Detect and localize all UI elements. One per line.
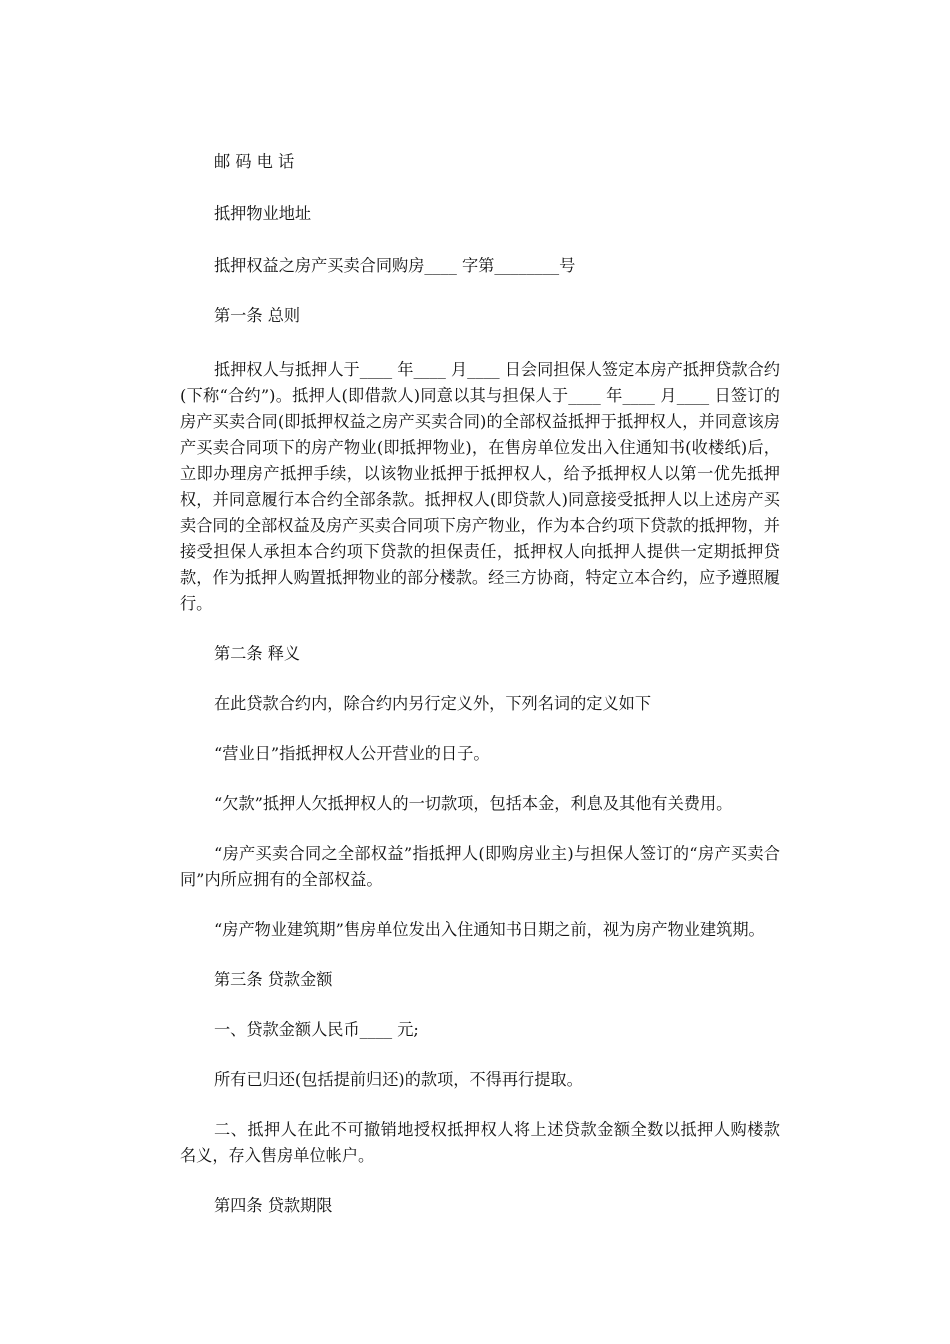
article-1-body: 抵押权人与抵押人于____ 年____ 月____ 日会同担保人签定本房产抵押贷款合约(下称“合约”)。抵押人(即借款人)同意以其与担保人于____ 年____ 月____ 日签订的房产买卖合同(即抵押权益之房产买卖合同)的全部权益抵押于抵押权人，并同意该房产买卖合同项下的房产物业(即抵押物业)，在售房单位发出入住通知书(收楼纸)后，立即办理房产抵押手续，以该物业抵押于抵押权人，给予抵押权人以第一优先抵押权，并同意履行本合约全部条款。抵押权人(即贷款人)同意接受抵押人以上述房产买卖合同的全部权益及房产买卖合同项下房产物业，作为本合约项下贷款的抵押物，并接受担保人承担本合约项下贷款的担保责任，抵押权人向抵押人提供一定期抵押贷款，作为抵押人购置抵押物业的部分楼款。经三方协商，特定立本合约，应予遵照履行。 (180, 360, 780, 613)
article-3-clause-1: 一、贷款金额人民币____ 元; (214, 1020, 419, 1039)
definition-contract-rights: “房产买卖合同之全部权益”指抵押人(即购房业主)与担保人签订的“房产买卖合同”内所应拥有的全部权益。 (180, 844, 780, 889)
article-3-heading: 第三条 贷款金额 (214, 970, 333, 989)
document-page (180, 138, 780, 1219)
article-2-heading: 第二条 释义 (214, 644, 301, 663)
mortgaged-property-address: 抵押物业地址 (214, 204, 312, 223)
definition-debt: “欠款”抵押人欠抵押权人的一切款项，包括本金，利息及其他有关费用。 (214, 794, 733, 813)
article-3-clause-2: 二、抵押人在此不可撤销地授权抵押权人将上述贷款金额全数以抵押人购楼款名义，存入售房单位帐户。 (180, 1120, 780, 1165)
article-3-no-redraw: 所有已归还(包括提前归还)的款项，不得再行提取。 (214, 1070, 583, 1089)
article-1-heading: 第一条 总则 (214, 306, 301, 325)
definition-business-day: “营业日”指抵押权人公开营业的日子。 (214, 744, 490, 763)
article-2-intro: 在此贷款合约内，除合约内另行定义外，下列名词的定义如下 (214, 694, 652, 713)
article-4-heading: 第四条 贷款期限 (214, 1196, 333, 1215)
purchase-contract-number: 抵押权益之房产买卖合同购房____ 字第________号 (214, 256, 576, 275)
postcode-phone-line: 邮 码 电 话 (214, 152, 295, 171)
definition-construction-period: “房产物业建筑期”售房单位发出入住通知书日期之前，视为房产物业建筑期。 (214, 920, 765, 939)
